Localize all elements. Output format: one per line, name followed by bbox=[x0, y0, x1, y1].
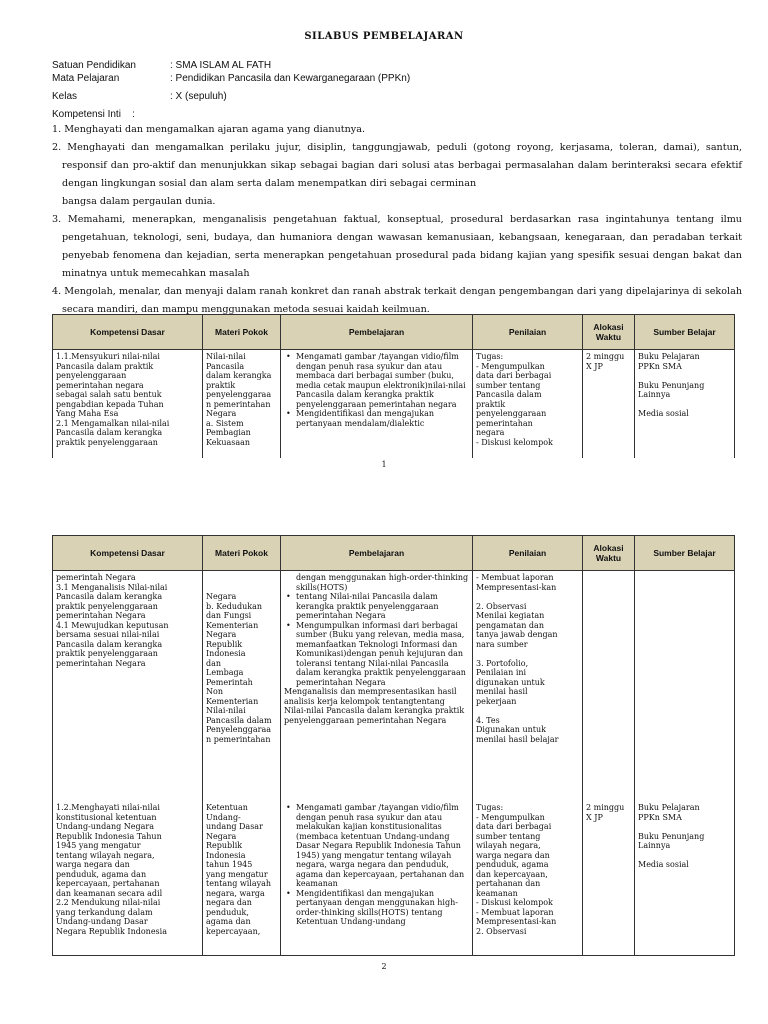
page-number: 1 bbox=[381, 460, 387, 469]
page-1 bbox=[0, 0, 768, 480]
info-kelas bbox=[52, 90, 227, 103]
info-label: Kelas bbox=[52, 91, 78, 102]
ki-item-continuation: bangsa dalam pergaulan dunia. bbox=[62, 196, 216, 207]
cell-sumber-belajar: Buku Pelajaran PPKn SMA Buku Penunjang Lainnya Media sosial bbox=[638, 352, 705, 418]
cell-kompetensi-dasar: pemerintah Negara 3.1 Menganalisis Nilai-nilai Pancasila dalam kerangka praktik penyelenggaraan pemerintahan Negara 4.1 Mewujudkan keputusan bersama sesuai nilai-nilai Pancasila dalam kerangka praktik penyelenggaraan pemerintahan Negara bbox=[56, 573, 169, 668]
info-label: Mata Pelajaran bbox=[52, 73, 120, 84]
list-item: • Mengumpulkan informasi dari berbagai sumber (Buku yang relevan, media masa, memanfaatkan Teknologi Informasi dan Komunikasi)dengan penuh kejujuran dan toleransi tentang Nilai-nilai Pancasila dalam kerangka praktik penyelenggaraan pemerintahan Negara bbox=[284, 621, 469, 688]
ki-item: 1. Menghayati dan mengamalkan ajaran agama yang dianutnya. bbox=[52, 124, 366, 135]
cell-penilaian: Tugas: - Mengumpulkan data dari berbagai sumber tentang wilayah negara, warga negara dan penduduk, agama dan kepercayaan, pertahanan dan keamanan - Diskusi kelompok - Membuat laporan Mempresentasi-kan 2. Observasi bbox=[476, 803, 557, 936]
pembelajaran-lead: dengan menggunakan high-order-thinking skills(HOTS) bbox=[296, 573, 469, 592]
col-header-kompetensi-dasar: Kompetensi Dasar bbox=[53, 315, 203, 350]
pembelajaran-tail: Menganalisis dan mempresentasikan hasil analisis kerja kelompok tentangtentang Nilai-nilai Pancasila dalam kerangka praktik penyelenggaraan pemerintahan Negara bbox=[284, 687, 465, 725]
silabus-table bbox=[52, 535, 735, 956]
col-header-materi-pokok: Materi Pokok bbox=[203, 315, 281, 350]
cell-materi-pokok: Ketentuan Undang- undang Dasar Negara Republik Indonesia tahun 1945 yang mengatur tentang wilayah negara, warga negara dan penduduk, agama dan kepercayaan, bbox=[206, 803, 272, 936]
list-item: • Mengidentifikasi dan mengajukan pertanyaan dengan menggunakan high-order-thinking skills(HOTS) tentang Ketentuan Undang-undang bbox=[284, 889, 469, 927]
col-header-pembelajaran: Pembelajaran bbox=[281, 315, 473, 350]
list-item: • Mengamati gambar /tayangan vidio/film dengan penuh rasa syukur dan atau membaca dari berbagai sumber (buku, media cetak maupun elektronik)nilai-nilai Pancasila dalam kerangka praktik penyelenggaraan pemerintahan negara bbox=[284, 352, 469, 409]
info-label: Satuan Pendidikan bbox=[52, 60, 136, 71]
info-value: : Pendidikan Pancasila dan Kewarganegaraan (PPKn) bbox=[170, 73, 411, 84]
table-row bbox=[53, 350, 735, 459]
info-kompetensi-inti bbox=[52, 108, 135, 121]
page-number: 2 bbox=[381, 962, 387, 971]
table-header-row bbox=[53, 315, 735, 350]
table-row bbox=[53, 801, 735, 956]
page-gap bbox=[0, 480, 768, 520]
cell-pembelajaran bbox=[284, 573, 469, 799]
info-label: Kompetensi Inti bbox=[52, 109, 121, 120]
cell-penilaian: Tugas: - Mengumpulkan data dari berbagai sumber tentang Pancasila dalam praktik penyelenggaraan pemerintahan negara - Diskusi kelompok bbox=[476, 352, 553, 447]
list-item: • tentang Nilai-nilai Pancasila dalam kerangka praktik penyelenggaraan pemerintahan Negara bbox=[284, 592, 469, 621]
cell-sumber-belajar: Buku Pelajaran PPKn SMA Buku Penunjang Lainnya Media sosial bbox=[638, 803, 705, 869]
col-header-alokasi-waktu: Alokasi Waktu bbox=[583, 536, 635, 571]
cell-penilaian: - Membuat laporan Mempresentasi-kan 2. Observasi Menilai kegiatan pengamatan dan tanya jawab dengan nara sumber 3. Portofolio, Penilaian ini digunakan untuk menilai hasil pekerjaan 4. Tes Digunakan untuk menilai hasil belajar bbox=[476, 573, 559, 744]
cell-pembelajaran bbox=[284, 803, 469, 953]
cell-alokasi-waktu bbox=[586, 573, 631, 799]
cell-alokasi-waktu: 2 minggu X JP bbox=[586, 803, 625, 822]
table-header-row bbox=[53, 536, 735, 571]
document-title: SILABUS PEMBELAJARAN bbox=[304, 31, 464, 42]
page-2 bbox=[0, 520, 768, 1024]
info-value: : SMA ISLAM AL FATH bbox=[170, 60, 272, 71]
cell-alokasi-waktu: 2 minggu X JP bbox=[586, 352, 625, 371]
cell-materi-pokok: Negara b. Kedudukan dan Fungsi Kementerian Negara Republik Indonesia dan Lembaga Pemerintah Non Kementerian Nilai-nilai Pancasila dalam Penyelenggaraa n pemerintahan bbox=[206, 592, 272, 744]
col-header-materi-pokok: Materi Pokok bbox=[203, 536, 281, 571]
info-value: : X (sepuluh) bbox=[170, 91, 227, 102]
cell-materi-pokok: Nilai-nilai Pancasila dalam kerangka praktik penyelenggaraa n pemerintahan Negara a. Sistem Pembagian Kekuasaan bbox=[206, 352, 272, 447]
cell-kompetensi-dasar: 1.2.Menghayati nilai-nilai konstitusional ketentuan Undang-undang Negara Republik Indonesia Tahun 1945 yang mengatur tentang wilayah negara, warga negara dan penduduk, agama dan kepercayaan, pertahanan dan keamanan secara adil 2.2 Mendukung nilai-nilai yang terkandung dalam Undang-undang Dasar Negara Republik Indonesia bbox=[56, 803, 167, 936]
info-satuan-pendidikan bbox=[52, 59, 271, 72]
ki-item: 4. Mengolah, menalar, dan menyaji dalam ranah konkret dan ranah abstrak terkait dengan pengembangan dari yang dipelajarinya di sekolah secara mandiri, dan mampu menggunakan metoda sesuai kaidah keilmuan. bbox=[52, 286, 742, 315]
list-item: • Mengamati gambar /tayangan vidio/film dengan penuh rasa syukur dan atau melakukan kajian konstitusionalitas (membaca ketentuan Undang-undang Dasar Negara Republik Indonesia Tahun 1945) yang mengatur tentang wilayah negara, warga negara dan penduduk, agama dan kepercayaan, pertahanan dan keamanan bbox=[284, 803, 469, 889]
col-header-sumber-belajar: Sumber Belajar bbox=[635, 315, 735, 350]
ki-item: 3. Memahami, menerapkan, menganalisis pengetahuan faktual, konseptual, prosedural berdasarkan rasa ingintahunya tentang ilmu pengetahuan, teknologi, seni, budaya, dan humaniora dengan wawasan kemanusiaan, kebangsaan, kenegaraan, dan peradaban terkait penyebab fenomena dan kejadian, serta menerapkan pengetahuan prosedural pada bidang kajian yang spesifik sesuai dengan bakat dan minatnya untuk memecahkan masalah bbox=[52, 214, 742, 279]
cell-kompetensi-dasar: 1.1.Mensyukuri nilai-nilai Pancasila dalam praktik penyelenggaraan pemerintahan negara sebagai salah satu bentuk pengabdian kepada Tuhan Yang Maha Esa 2.1 Mengamalkan nilai-nilai Pancasila dalam kerangka praktik penyelenggaraan bbox=[56, 352, 170, 447]
silabus-table bbox=[52, 314, 735, 458]
kompetensi-inti-list bbox=[52, 121, 742, 319]
col-header-pembelajaran: Pembelajaran bbox=[281, 536, 473, 571]
ki-item: 2. Menghayati dan mengamalkan perilaku jujur, disiplin, tanggungjawab, peduli (gotong royong, kerjasama, toleran, damai), santun, responsif dan pro-aktif dan menunjukkan sikap sebagai bagian dari solusi atas berbagai permasalahan dalam berinteraksi secara efektif dengan lingkungan sosial dan alam serta dalam menempatkan diri sebagai cerminan bbox=[52, 142, 742, 189]
list-item: • Mengidentifikasi dan mengajukan pertanyaan mendalam/dialektic bbox=[284, 409, 469, 428]
col-header-penilaian: Penilaian bbox=[473, 315, 583, 350]
table-row bbox=[53, 571, 735, 802]
col-header-penilaian: Penilaian bbox=[473, 536, 583, 571]
info-value: : bbox=[132, 109, 135, 120]
col-header-alokasi-waktu: Alokasi Waktu bbox=[583, 315, 635, 350]
col-header-kompetensi-dasar: Kompetensi Dasar bbox=[53, 536, 203, 571]
cell-sumber-belajar bbox=[638, 573, 731, 799]
col-header-sumber-belajar: Sumber Belajar bbox=[635, 536, 735, 571]
info-mata-pelajaran bbox=[52, 72, 410, 85]
cell-pembelajaran bbox=[284, 352, 469, 456]
